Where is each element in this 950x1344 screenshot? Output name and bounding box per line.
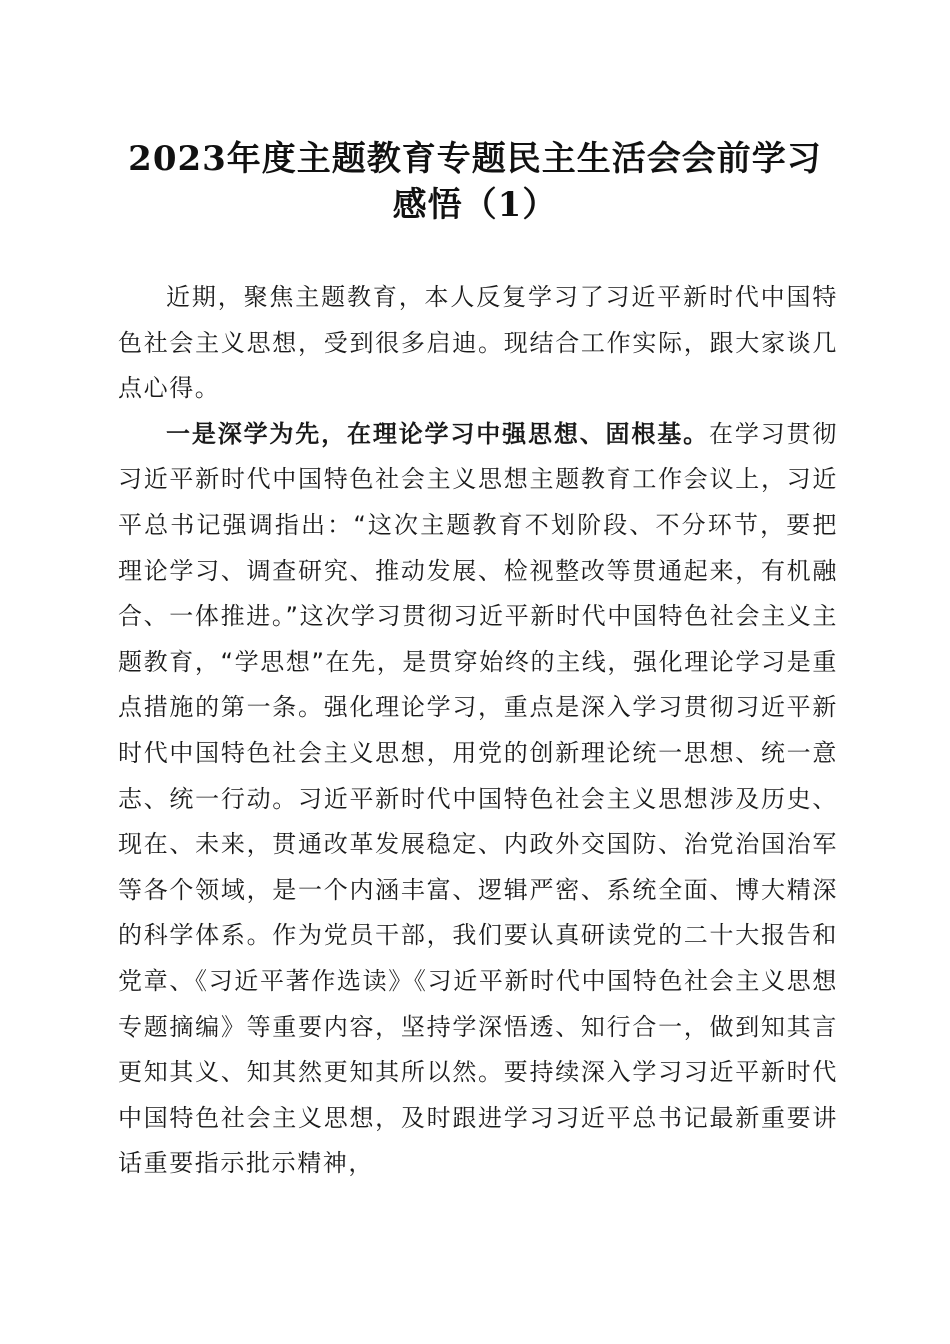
paragraph-point-one	[118, 412, 838, 1187]
paragraph-lead: 一是深学为先，在理论学习中强思想、固根基。	[166, 419, 709, 448]
title-line-1: 2023年度主题教育专题民主生活会会前学习	[128, 139, 822, 179]
title-line-2: 感悟（1）	[392, 185, 558, 225]
paragraph-text: 近期，聚焦主题教育，本人反复学习了习近平新时代中国特色社会主义思想，受到很多启迪。现结合工作实际，跟大家谈几点心得。	[118, 283, 838, 403]
paragraph-intro	[118, 275, 838, 412]
document-title	[60, 136, 890, 228]
document-body	[118, 275, 838, 1187]
paragraph-text: 在学习贯彻习近平新时代中国特色社会主义思想主题教育工作会议上，习近平总书记强调指出：“这次主题教育不划阶段、不分环节，要把理论学习、调查研究、推动发展、检视整改等贯通起来，有机融合、一体推进。”这次学习贯彻习近平新时代中国特色社会主义主题教育，“学思想”在先，是贯穿始终的主线，强化理论学习是重点措施的第一条。强化理论学习，重点是深入学习贯彻习近平新时代中国特色社会主义思想，用党的创新理论统一思想、统一意志、统一行动。习近平新时代中国特色社会主义思想涉及历史、现在、未来，贯通改革发展稳定、内政外交国防、治党治国治军等各个领域，是一个内涵丰富、逻辑严密、系统全面、博大精深的科学体系。作为党员干部，我们要认真研读党的二十大报告和党章、《习近平著作选读》《习近平新时代中国特色社会主义思想专题摘编》等重要内容，坚持学深悟透、知行合一，做到知其言更知其义、知其然更知其所以然。要持续深入学习习近平新时代中国特色社会主义思想，及时跟进学习习近平总书记最新重要讲话重要指示批示精神，	[118, 419, 838, 1178]
